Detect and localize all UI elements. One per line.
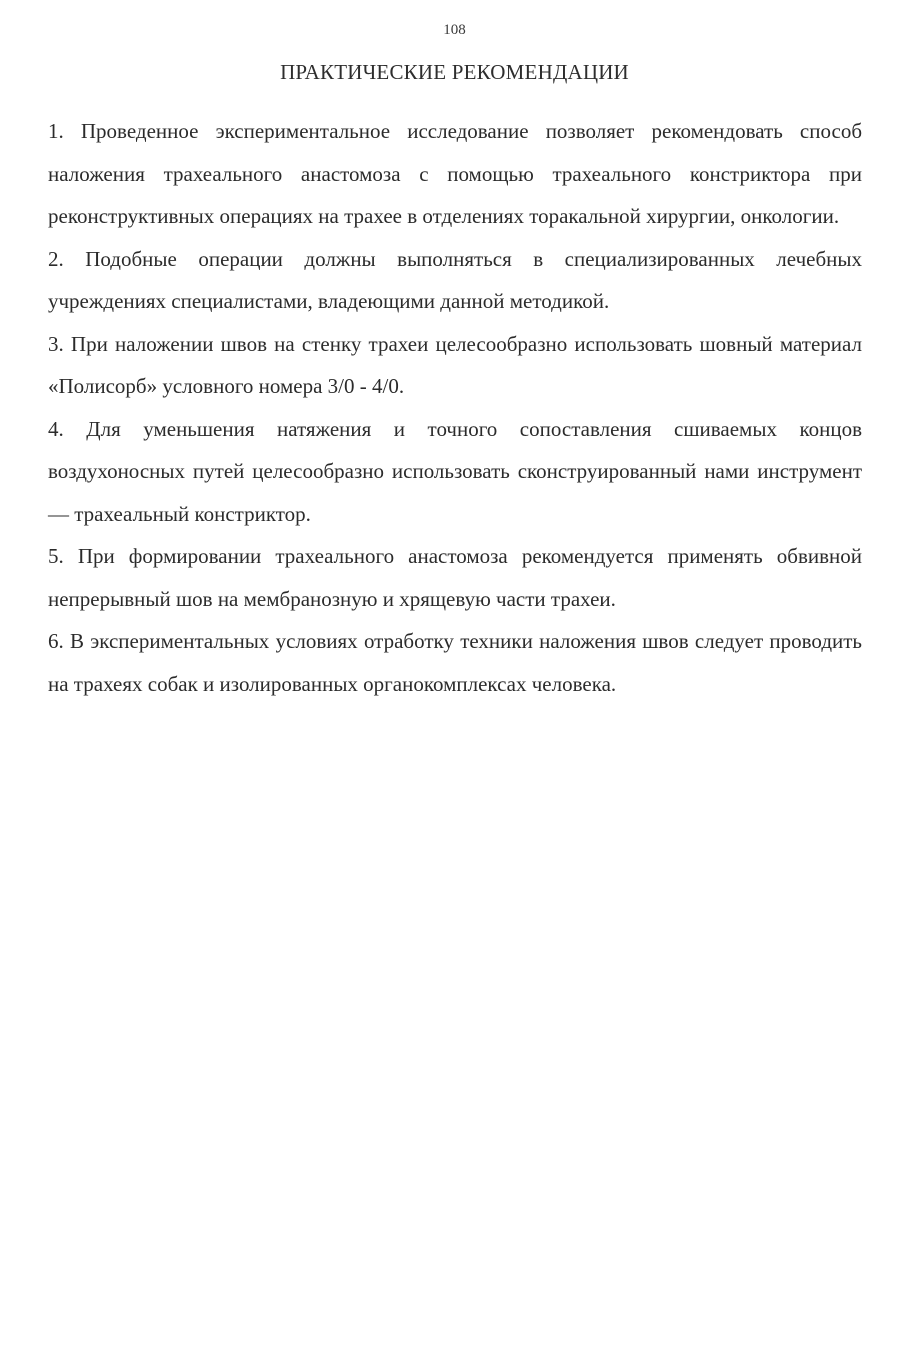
recommendation-item: 3. При наложении швов на стенку трахеи целесообразно использовать шовный материал «Полисорб» условного номера 3/0 - 4/0. [48,331,862,398]
recommendation-item: 6. В экспериментальных условиях отработку техники наложения швов следует проводить на трахеях собак и изолированных органокомплексах человека. [48,629,862,696]
section-title: ПРАКТИЧЕСКИЕ РЕКОМЕНДАЦИИ [280,60,629,84]
recommendation-item: 5. При формировании трахеального анастомоза рекомендуется применять обвивной непрерывный шов на мембранозную и хрящевую части трахеи. [48,544,862,611]
recommendation-item: 1. Проведенное экспериментальное исследование позволяет рекомендовать способ наложения трахеального анастомоза с помощью трахеального констриктора при реконструктивных операциях на трахее в отделениях торакальной хирургии, онкологии. [48,119,862,228]
recommendations-list [48,110,862,705]
recommendation-item: 2. Подобные операции должны выполняться в специализированных лечебных учреждениях специалистами, владеющими данной методикой. [48,246,862,313]
page-number: 108 [443,22,466,38]
recommendation-item: 4. Для уменьшения натяжения и точного сопоставления сшиваемых концов воздухоносных путей целесообразно использовать сконструированный нами инструмент — трахеальный констриктор. [48,416,862,526]
